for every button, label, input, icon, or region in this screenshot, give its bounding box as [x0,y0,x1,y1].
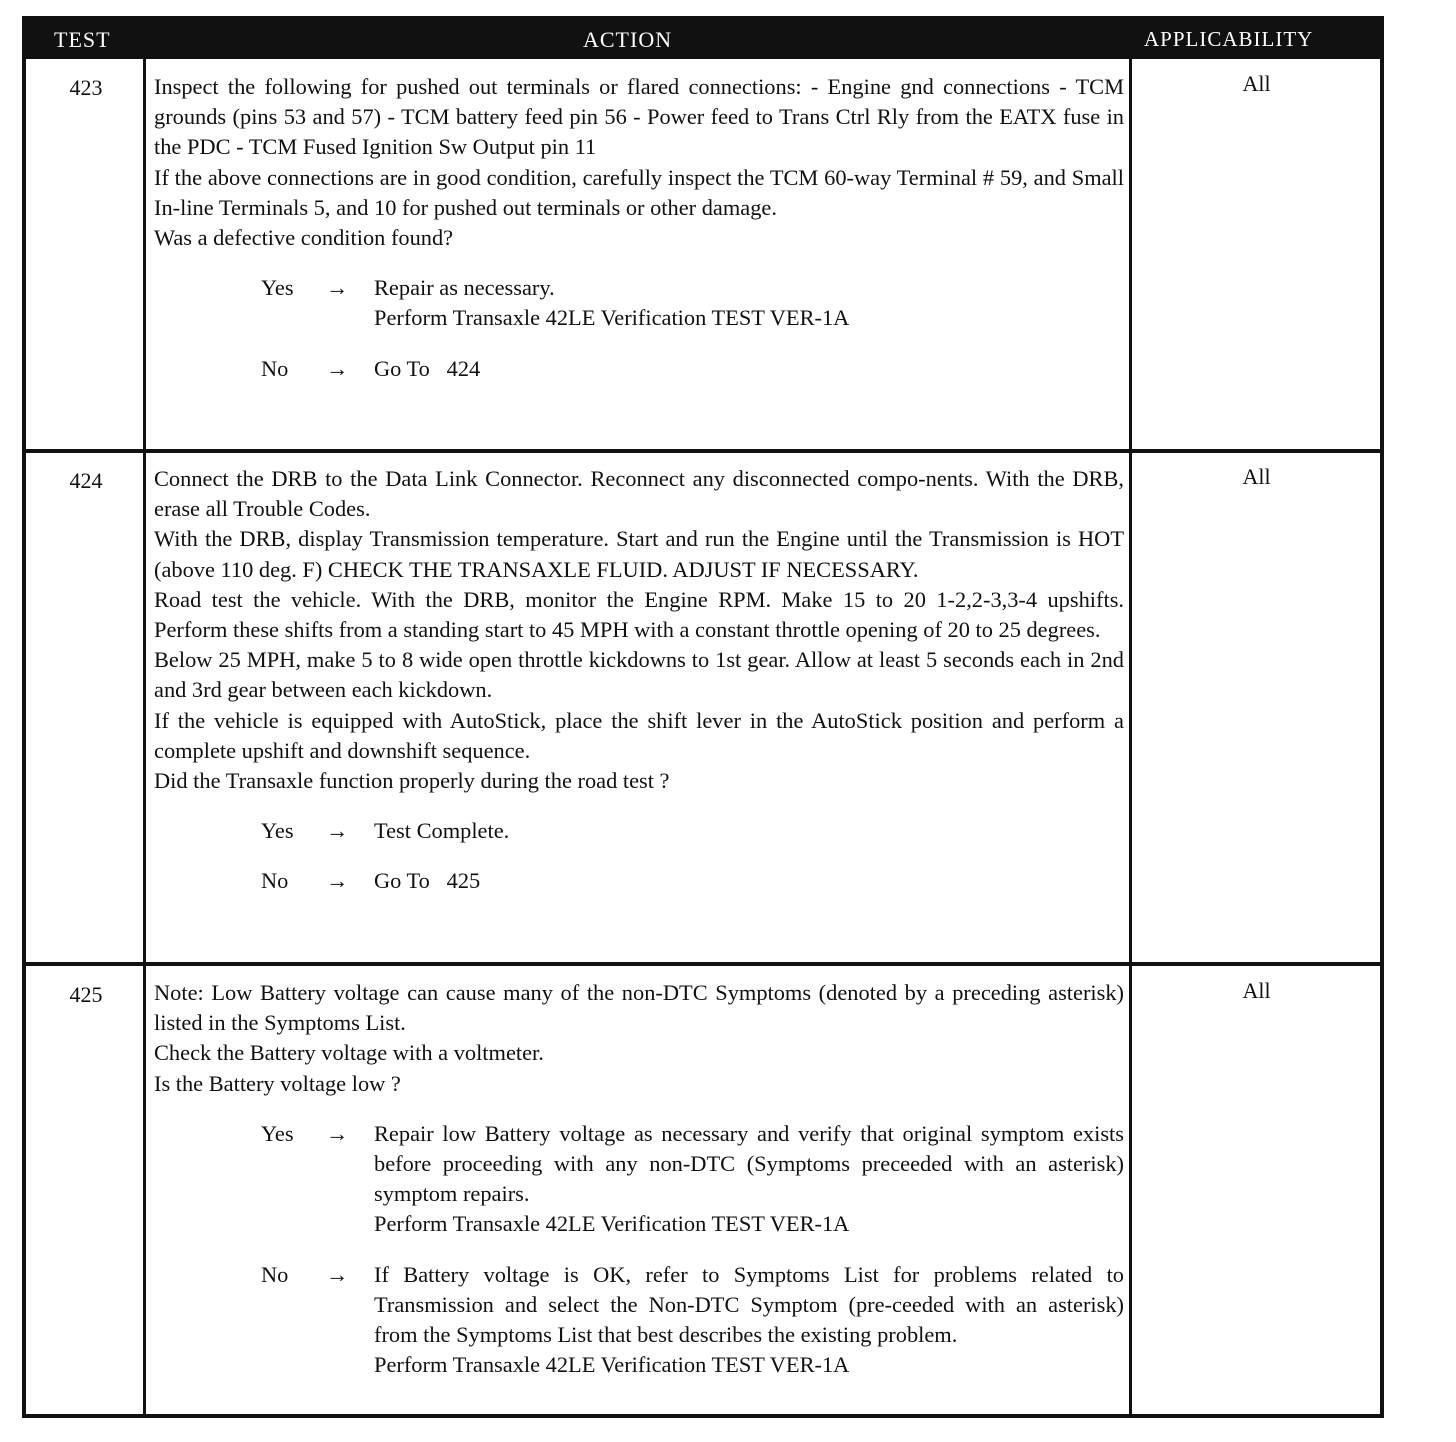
yes-result: Perform Transaxle 42LE Verification TEST VER-1A [374,1211,850,1237]
arrow-icon: → [326,818,349,844]
yes-result: Perform Transaxle 42LE Verification TEST VER-1A [374,305,850,331]
arrow-icon: → [326,1120,349,1146]
header-action: ACTION [583,27,673,52]
arrow-icon: → [326,355,349,381]
yes-result: Test Complete. [374,818,510,844]
table-header [26,20,1380,59]
yes-label: Yes [261,1120,294,1146]
action-cell [154,978,1124,1380]
action-paragraph: Did the Transaxle function properly during the road test ? [154,768,670,794]
applicability-value: All [1242,978,1271,1003]
yes-result: Repair low Battery voltage as necessary and verify that original symptom exists before proceeding with any non-DTC (Symptoms preceeded with an asterisk) symptom repairs. [374,1120,1124,1207]
no-branch [154,354,1124,384]
test-number: 423 [69,75,103,100]
yes-result: Repair as necessary. [374,275,555,301]
no-label: No [261,355,289,381]
yes-branch [154,816,1124,846]
no-branch [154,866,1124,896]
action-paragraph: With the DRB, display Transmission temperature. Start and run the Engine until the Transmission is HOT (above 110 deg. F) CHECK THE TRANSAXLE FLUID. ADJUST IF NECESSARY. [154,526,1124,582]
column-divider [1129,59,1132,1414]
action-paragraph: Connect the DRB to the Data Link Connector. Reconnect any disconnected compo-nents. With the DRB, erase all Trouble Codes. [154,466,1124,522]
yes-label: Yes [261,275,294,301]
no-branch [154,1260,1124,1381]
arrow-icon: → [326,868,349,894]
action-paragraph: Inspect the following for pushed out terminals or flared connections: - Engine gnd connections - TCM grounds (pins 53 and 57) - TCM battery feed pin 56 - Power feed to Trans Ctrl Rly from the EATX fuse in the PDC - TCM Fused Ignition Sw Output pin 11 [154,74,1124,160]
action-cell [154,464,1124,897]
no-label: No [261,1261,289,1287]
applicability-value: All [1242,464,1271,489]
no-result: Perform Transaxle 42LE Verification TEST VER-1A [374,1352,850,1378]
action-paragraph: If the above connections are in good condition, carefully inspect the TCM 60-way Terminal # 59, and Small In-line Terminals 5, and 10 for pushed out terminals or other damage. [154,164,1124,220]
action-paragraph: If the vehicle is equipped with AutoStick, place the shift lever in the AutoStick position and perform a complete upshift and downshift sequence. [154,707,1124,763]
yes-branch [154,273,1124,333]
no-result: Go To 424 [374,355,481,381]
no-result: If Battery voltage is OK, refer to Symptoms List for problems related to Transmission and select the Non-DTC Symptom (pre-ceeded with an asterisk) from the Symptoms List that best describes the existing problem. [374,1261,1124,1348]
yes-branch [154,1119,1124,1240]
test-number: 425 [69,982,103,1007]
action-paragraph: Was a defective condition found? [154,225,454,251]
header-test: TEST [54,27,111,52]
diagnostic-table [22,16,1384,1418]
arrow-icon: → [326,275,349,301]
action-paragraph: Is the Battery voltage low ? [154,1070,401,1096]
action-paragraph: Note: Low Battery voltage can cause many of the non-DTC Symptoms (denoted by a preceding asterisk) listed in the Symptoms List. [154,980,1124,1036]
test-number: 424 [69,468,103,493]
applicability-value: All [1242,71,1271,96]
no-label: No [261,868,289,894]
action-paragraph: Below 25 MPH, make 5 to 8 wide open throttle kickdowns to 1st gear. Allow at least 5 seconds each in 2nd and 3rd gear between each kickdown. [154,647,1124,703]
row-divider [26,449,1380,453]
action-cell [154,72,1124,384]
column-divider [143,59,146,1414]
no-result: Go To 425 [374,868,481,894]
row-divider [26,962,1380,966]
action-paragraph: Road test the vehicle. With the DRB, monitor the Engine RPM. Make 15 to 20 1-2,2-3,3-4 upshifts. Perform these shifts from a standing start to 45 MPH with a constant throttle opening of 20 to 25 degrees. [154,586,1124,643]
action-paragraph: Check the Battery voltage with a voltmeter. [154,1040,544,1066]
header-applicability: APPLICABILITY [1144,27,1314,51]
yes-label: Yes [261,818,294,844]
arrow-icon: → [326,1261,349,1287]
